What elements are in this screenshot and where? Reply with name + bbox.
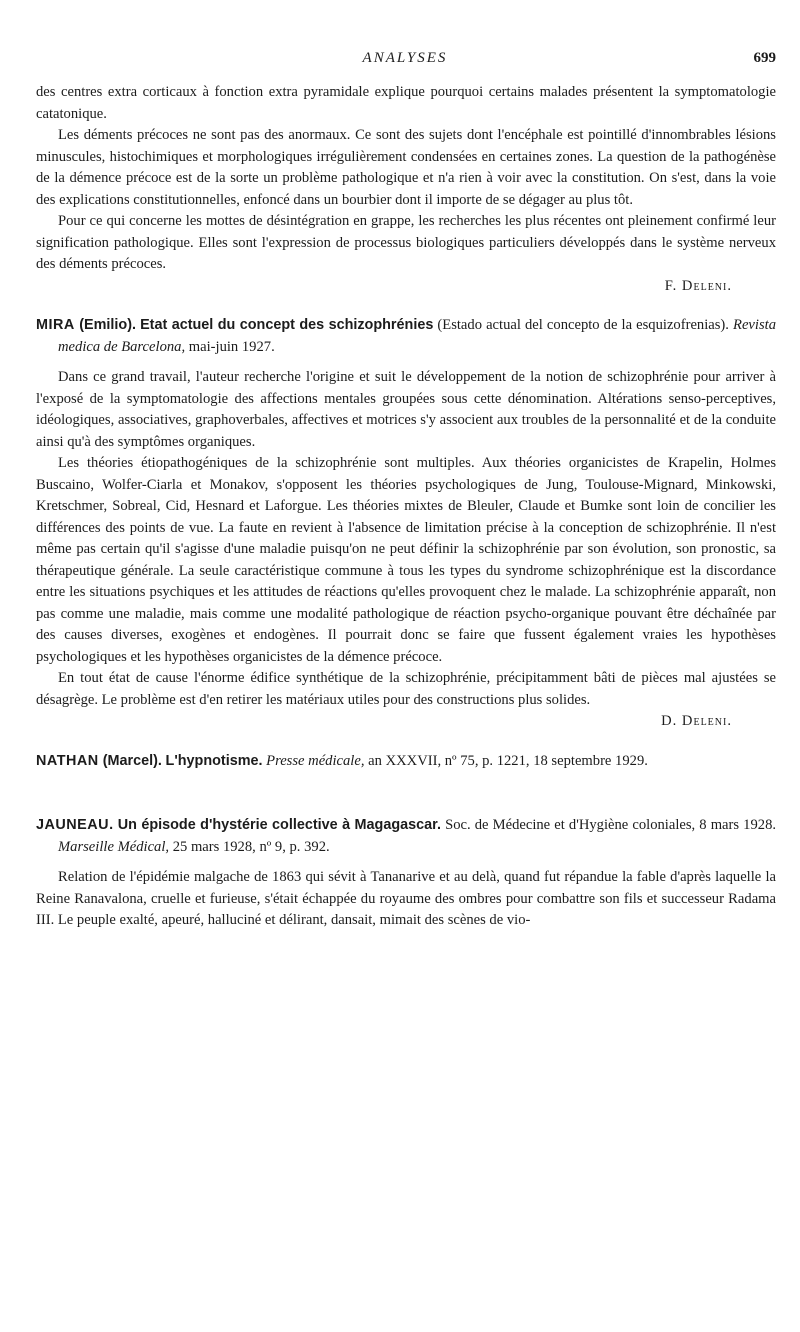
review-jauneau [36, 815, 776, 932]
page-header [34, 50, 776, 70]
reviewer-signature: F. Deleni. [664, 277, 732, 294]
review-mira [36, 315, 776, 733]
reviewer-signature: D. Deleni. [661, 713, 732, 729]
page-body [36, 82, 776, 932]
paragraph: Relation de l'épidémie malgache de 1863 qui sévit à Tananarive et au delà, quand fut répandue la fable d'après laquelle la Reine Ranavalona, cruelle et furieuse, s'était échappée du royaume des ombres pour combattre son fils et successeur Radama III. Le peuple exalté, apeuré, halluciné et délirant, dansait, mimait des scènes de vio- [36, 869, 776, 928]
paragraph: des centres extra corticaux à fonction extra pyramidale explique pourquoi certains malades présentent la symptomatologie catatonique. [36, 84, 776, 122]
running-title: ANALYSES [362, 50, 448, 66]
paragraph: En tout état de cause l'énorme édifice synthétique de la schizophrénie, précipitamment bâti de pièces mal ajustées se désagrège. Le problème est d'en retirer les matériaux utiles pour des constructions plus solides. [36, 670, 776, 708]
journal-name: Revista medica de Barcelona, [58, 317, 776, 355]
author-surname: NATHAN (Marcel). [36, 752, 162, 769]
journal-name: Marseille Médical, [58, 838, 170, 855]
citation-date: 25 mars 1928, nº 9, p. 392. [172, 838, 330, 855]
article-title: Un épisode d'hystérie collective à Magagascar. [117, 817, 441, 833]
citation-date: an XXXVII, nº 75, p. 1221, 18 septembre 1929. [368, 752, 648, 769]
review-heading [36, 815, 776, 858]
citation-date: mai-juin 1927. [188, 338, 275, 355]
paragraph: Les déments précoces ne sont pas des anormaux. Ce sont des sujets dont l'encéphale est pointillé d'innombrables lésions minuscules, histochimiques et morphologiques irrégulièrement condensées en certaines zones. La question de la pathogénèse de la démence précoce est de la sorte un problème pathologique et n'a rien à voir avec la constitution. On s'est, dans la voie des explications constitutionnelles, enfoncé dans un bourbier dont il importe de se dégager au plus tôt. [36, 127, 776, 208]
citation: Soc. de Médecine et d'Hygiène coloniales, 8 mars 1928. [445, 817, 777, 833]
article-title: Etat actuel du concept des schizophrénies [140, 317, 434, 333]
spacer [36, 781, 776, 799]
review-heading [36, 751, 776, 773]
author-surname: MIRA (Emilio). [36, 317, 136, 333]
previous-review-continuation [36, 82, 776, 297]
article-title: L'hypnotisme. [165, 752, 263, 769]
page-number: 699 [753, 50, 776, 66]
journal-name: Presse médicale, [266, 752, 365, 769]
paragraph: Pour ce qui concerne les mottes de désintégration en grappe, les recherches les plus récentes ont pleinement confirmé leur signification pathologique. Elles sont l'expression de processus biologiques particuliers développés dans le système nerveux des déments précoces. [36, 213, 776, 272]
review-heading [36, 315, 776, 358]
paragraph: Les théories étiopathogéniques de la schizophrénie sont multiples. Aux théories organicistes de Krapelin, Holmes Buscaino, Wolfer-Ciarla et Monakov, s'opposent les théories psychologiques de Jung, Toulouse-Mignard, Minkowski, Kretschmer, Sobreal, Cid, Hesnard et Laforgue. Les théories mixtes de Bleuler, Claude et Bumke sont loin de concilier les différences des points de vue. La faute en revient à l'absence de limitation précise à la conception de schizophrénie. Il n'est même pas certain qu'il s'agisse d'une maladie puisqu'on ne peut définir la schizophrénie par son évolution, son pronostic, sa thérapeutique générale. La seule caractéristique commune à tous les types du syndrome schizophrénique est la discordance entre les situations psychiques et les attitudes de réactions qu'elles provoquent chez le malade. La schizophrénie apparaît, non pas comme une maladie, mais comme une modalité pathologique de réaction psycho-organique pouvant être déchaînée par des causes diverses, exogènes et endogènes. Il pourrait donc se faire que fussent également vraies les hypothèses psychologiques et les hypothèses organicistes de la démence précoce. [36, 455, 776, 665]
paragraph: Dans ce grand travail, l'auteur recherche l'origine et suit le développement de la notion de schizophrénie pour arriver à l'exposé de la symptomatologie des affections mentales groupées sous cette dénomination. Altérations senso-perceptives, idéologiques, associatives, graphoverbales, affectives et motrices s'y associent aux troubles de la personnalité et de la conduite ainsi qu'à des symptômes organiques. [36, 369, 776, 450]
citation: (Estado actual del concepto de la esquizofrenias). [437, 317, 729, 333]
review-nathan [36, 751, 776, 773]
author-surname: JAUNEAU. [36, 817, 114, 833]
